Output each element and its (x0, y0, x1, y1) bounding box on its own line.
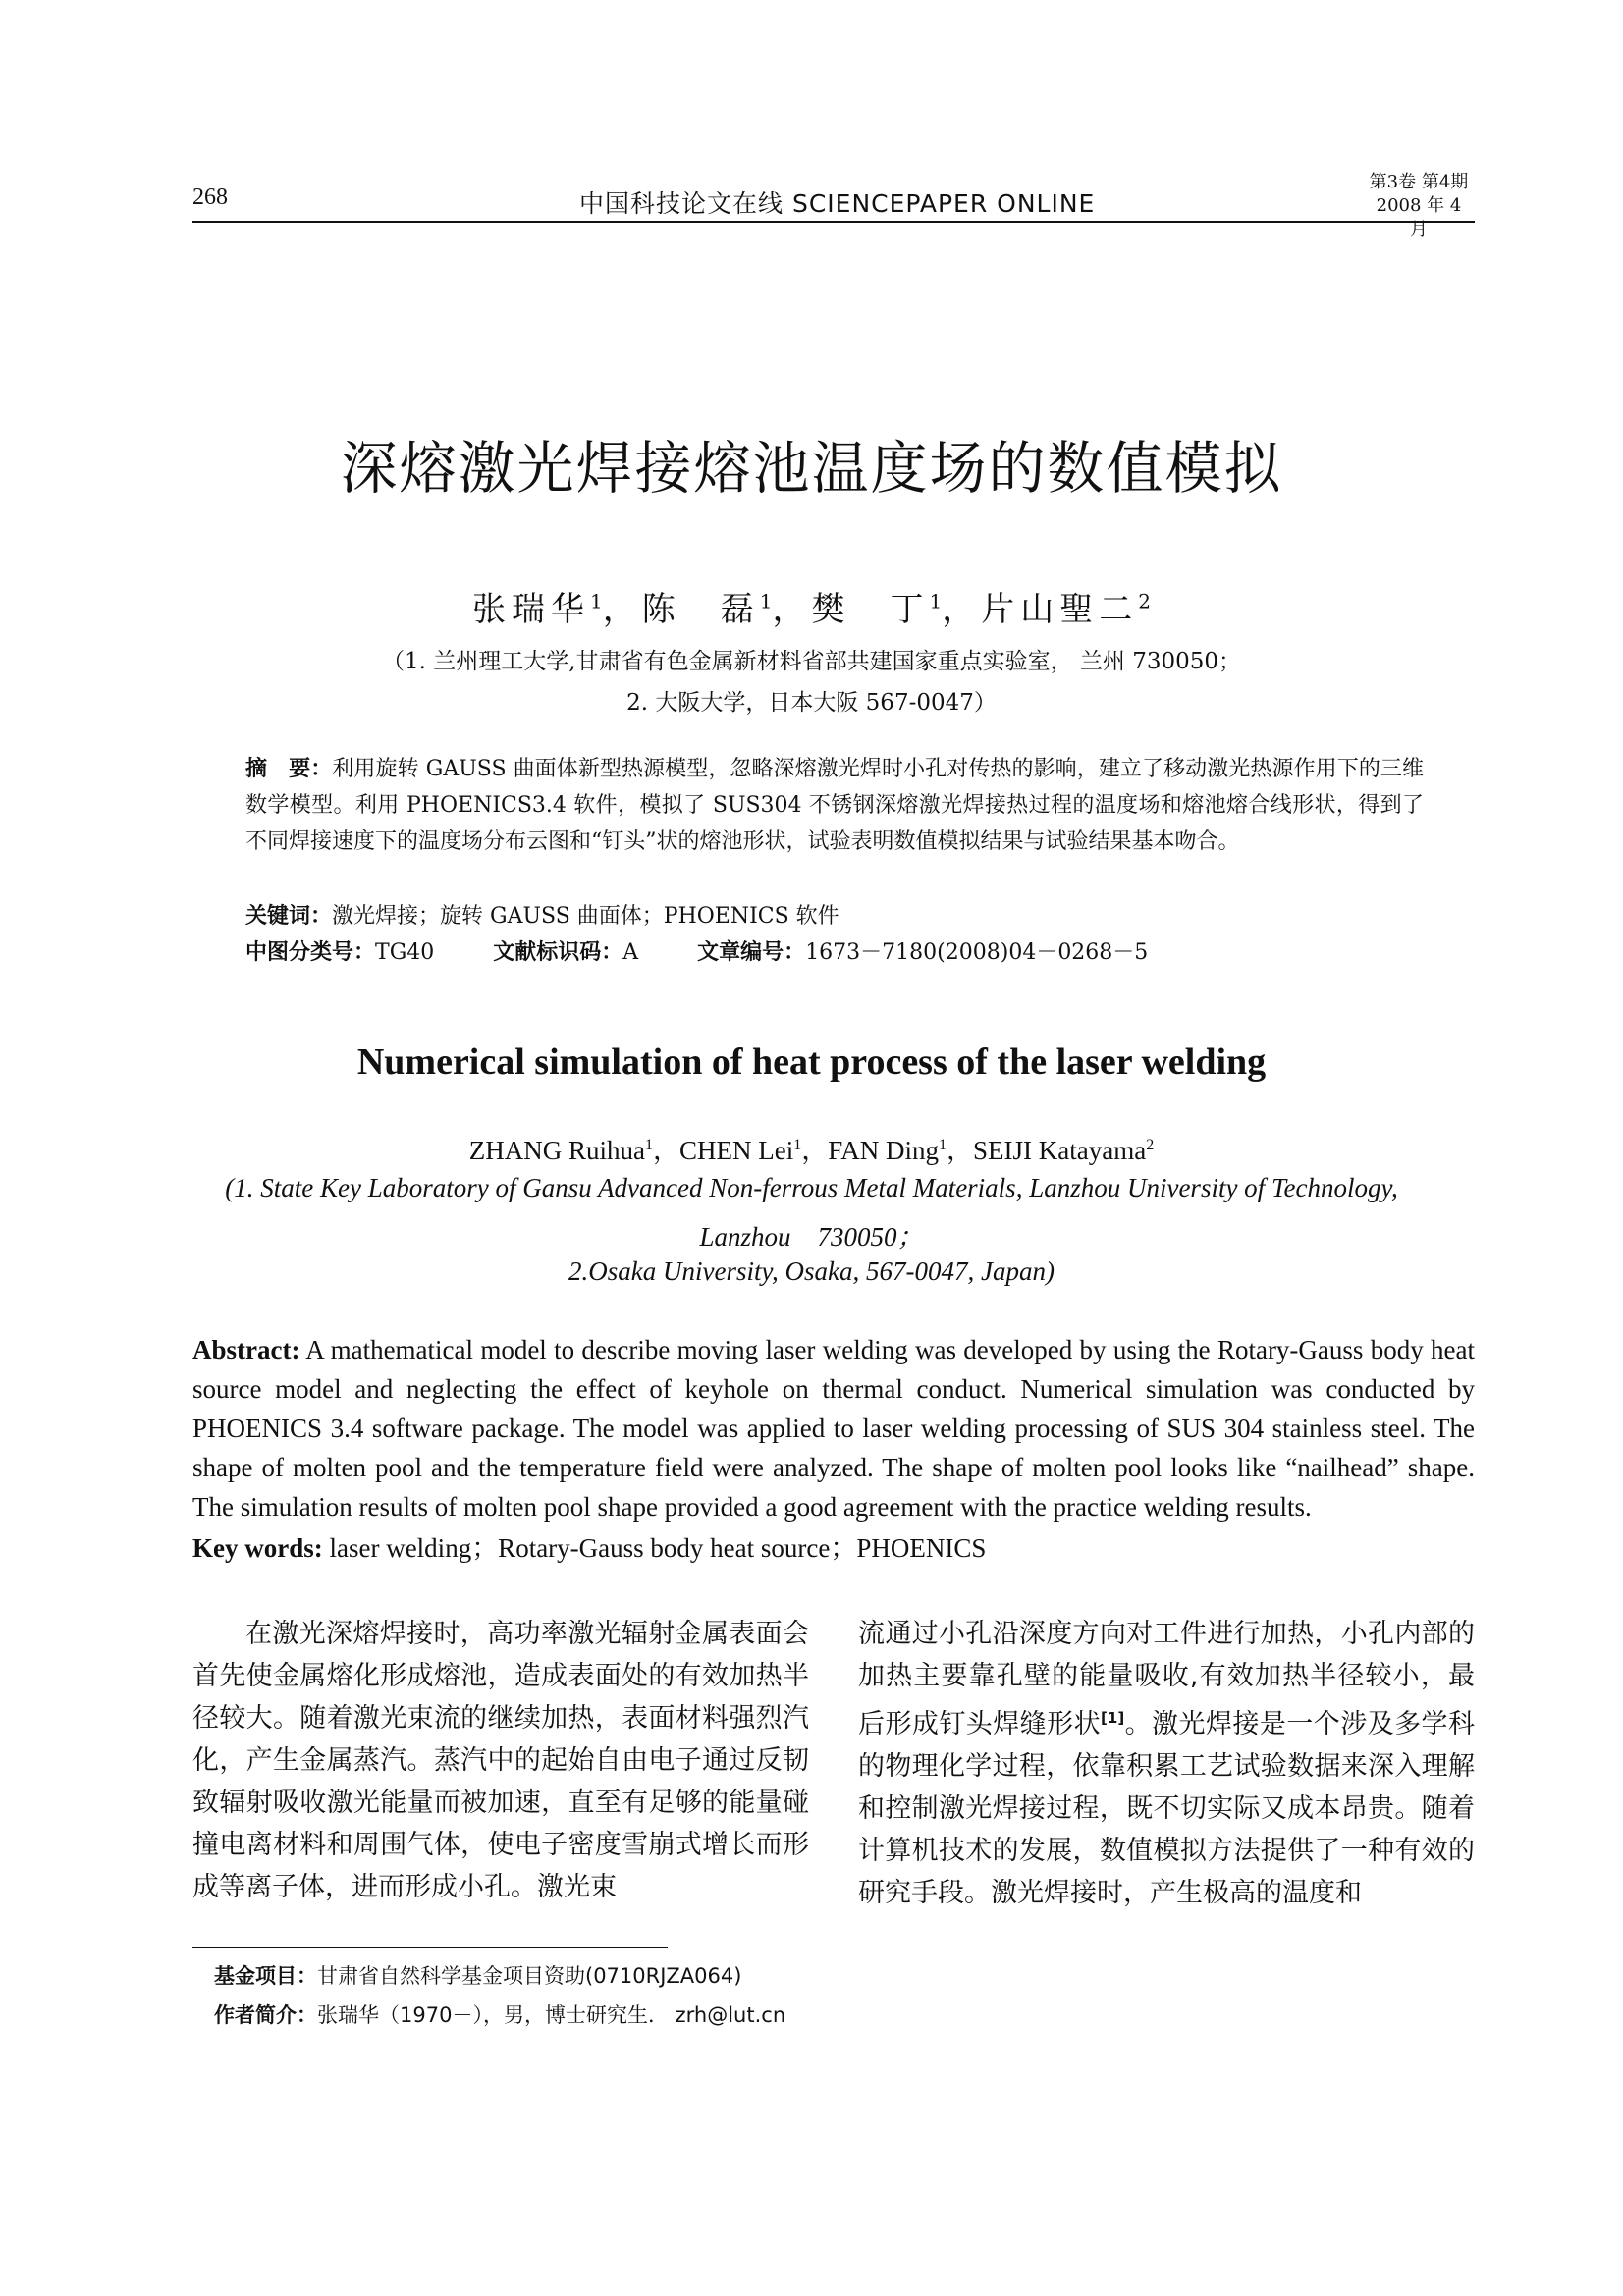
en-keywords (192, 1526, 1475, 1565)
cn-author: 樊 丁 (811, 590, 930, 629)
cn-author: 片山聖二 (981, 590, 1139, 629)
body-right-text-b: 。激光焊接是一个涉及多学科的物理化学过程，依靠积累工艺试验数据来深入理解和控制激光焊接过程，既不切实际又成本昂贵。随着计算机技术的发展，数值模拟方法提供了一种有效的研究手段。激光焊接时，产生极高的温度和 (858, 1709, 1476, 1908)
en-affiliation-3: 2.Osaka University, Osaka, 567-0047, Japan) (568, 1256, 1055, 1286)
footnote-fund (214, 1960, 741, 1990)
en-author: CHEN Lei (679, 1136, 794, 1165)
citation-ref[interactable]: [1] (1101, 1709, 1125, 1727)
en-title: Numerical simulation of heat process of the laser welding (356, 1041, 1267, 1083)
doc-code-label: 文献标识码： (493, 940, 623, 965)
body-left-column: 在激光深熔焊接时，高功率激光辐射金属表面会首先使金属熔化形成熔池，造成表面处的有效加热半径较大。随着激光束流的继续加热，表面材料强烈汽化，产生金属蒸汽。蒸汽中的起始自由电子通过反韧致辐射吸收激光能量而被加速，直至有足够的能量碰撞电离材料和周围气体，使电子密度雪崩式增长而形成等离子体，进而形成小孔。激光束 (192, 1619, 809, 1902)
cn-abstract-label: 摘 要： (245, 757, 333, 781)
en-author: FAN Ding (828, 1136, 940, 1165)
author-bio-text: 张瑞华（1970－），男，博士研究生． zrh@lut.cn (317, 2003, 786, 2027)
page-number: 268 (192, 185, 228, 210)
cn-author: 张瑞华 (472, 590, 591, 629)
cn-author: 陈 磊 (641, 590, 760, 629)
cn-affiliation-2: 2. 大阪大学，日本大阪 567-0047） (626, 690, 997, 716)
en-author-sup: 1 (939, 1137, 947, 1153)
en-affiliation-2: Lanzhou 730050； (699, 1222, 924, 1252)
en-author-sup: 2 (1146, 1137, 1155, 1153)
en-abstract-text: A mathematical model to describe moving laser welding was developed by using the Rotary-Gauss body heat source model and neglecting the effect of keyhole on thermal conduct. Numerical simulation was conducted by PHOENICS 3.4 software package. The model was applied to laser welding processing of SUS 304 stainless steel. The shape of molten pool and the temperature field were analyzed. The shape of molten pool looks like “nailhead” shape. The simulation results of molten pool shape provided a good agreement with the practice welding results. (192, 1335, 1475, 1522)
en-author-sup: 1 (645, 1137, 654, 1153)
cn-author-sup: 1 (759, 589, 773, 614)
en-abstract-label: Abstract: (192, 1335, 300, 1364)
header-rule (192, 221, 1475, 223)
footnote-rule (192, 1947, 668, 1948)
en-authors: ZHANG Ruihua$^1$，CHEN Lei$^1$，FAN Ding$^1$，SEIJI Katayama$^2$ (468, 1136, 1155, 1165)
article-number-label: 文章编号： (697, 940, 806, 965)
footnote-author (214, 2000, 785, 2029)
article-number-value: 1673－7180(2008)04－0268－5 (805, 940, 1149, 965)
issue-date: 2008 年 4 月 (1376, 195, 1462, 240)
body-right-column (858, 1613, 1475, 1914)
fund-text: 甘肃省自然科学基金项目资助(0710RJZA064) (317, 1964, 742, 1988)
cn-abstract-text: 利用旋转 GAUSS 曲面体新型热源模型，忽略深熔激光焊时小孔对传热的影响，建立了移动激光热源作用下的三维数学模型。利用 PHOENICS3.4 软件，模拟了 SUS304 不锈钢深熔激光焊接热过程的温度场和熔池熔合线形状，得到了不同焊接速度下的温度场分布云图和“钉头”状的熔池形状，试验表明数值模拟结果与试验结果基本吻合。 (245, 757, 1424, 854)
cn-keywords-label: 关键词： (245, 904, 333, 929)
cn-classification (245, 934, 1424, 971)
cn-author-sup: 1 (590, 589, 603, 614)
cn-keywords-text: 激光焊接；旋转 GAUSS 曲面体；PHOENICS 软件 (332, 904, 839, 929)
cn-keywords (245, 898, 1424, 934)
volume-issue (1365, 171, 1473, 241)
en-keywords-text: laser welding；Rotary-Gauss body heat source；PHOENICS (329, 1533, 987, 1563)
cn-affiliation-1: （1. 兰州理工大学,甘肃省有色金属新材料省部共建国家重点实验室， 兰州 730050； (382, 649, 1241, 674)
en-author-sup: 1 (793, 1137, 802, 1153)
journal-name: 中国科技论文在线 SCIENCEPAPER ONLINE (579, 189, 1096, 218)
cn-authors: 张瑞华$^1$，陈 磊$^1$，樊 丁$^1$，片山聖二$^2$ (472, 589, 1151, 629)
fund-label: 基金项目： (214, 1964, 317, 1988)
volume-issue-label: 第3卷 第4期 (1369, 172, 1469, 192)
en-author: SEIJI Katayama (973, 1136, 1147, 1165)
en-author: ZHANG Ruihua (468, 1136, 646, 1165)
cn-abstract (245, 751, 1424, 860)
en-abstract (192, 1330, 1475, 1526)
body-right-text-a: 流通过小孔沿深度方向对工件进行加热，小孔内部的加热主要靠孔壁的能量吸收,有效加热半径较小，最后形成钉头焊缝形状 (858, 1619, 1475, 1739)
class-value: TG40 (375, 940, 435, 965)
cn-title: 深熔激光焊接熔池温度场的数值模拟 (340, 435, 1283, 502)
class-label: 中图分类号： (245, 940, 376, 965)
en-affiliation-1: (1. State Key Laboratory of Gansu Advanced Non-ferrous Metal Materials, Lanzhou University of Technology, (225, 1173, 1398, 1202)
doc-code-value: A (622, 940, 639, 965)
cn-author-sup: 2 (1138, 589, 1151, 614)
en-keywords-label: Key words: (192, 1533, 323, 1563)
author-bio-label: 作者简介： (214, 2003, 317, 2027)
cn-author-sup: 1 (929, 589, 943, 614)
